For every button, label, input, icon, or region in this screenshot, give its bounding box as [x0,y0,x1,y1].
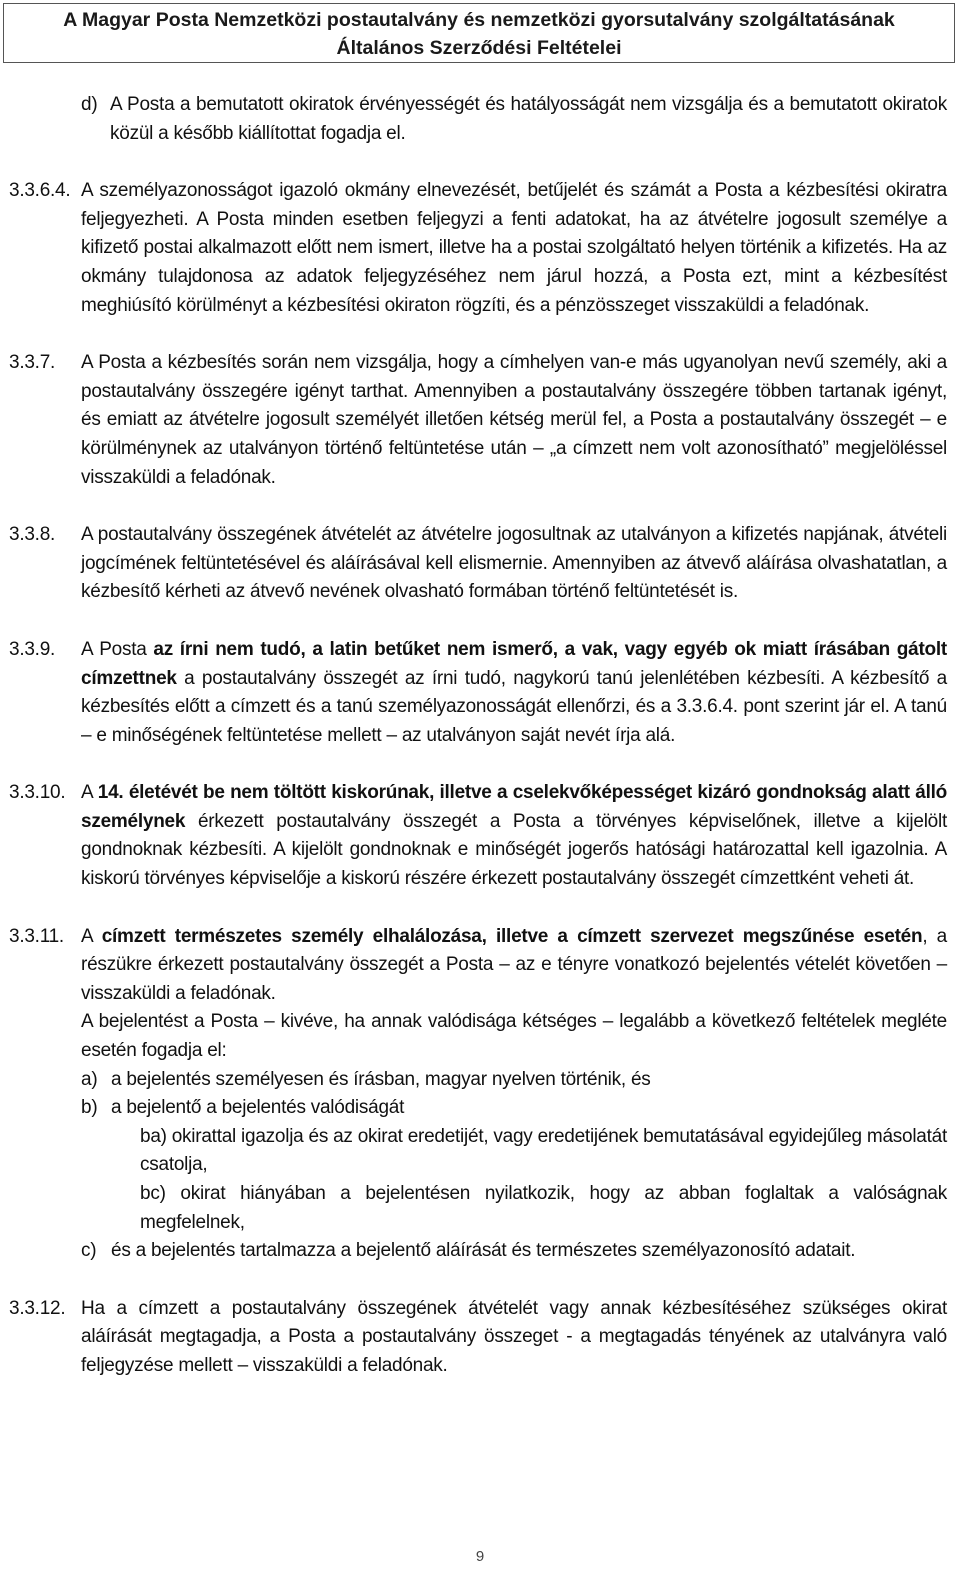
section-text-post: , a részükre érkezett postautalvány összegét a Posta – az e tényre vonatkozó bejelentés vételét követően – visszaküldi a feladónak. [81,925,948,1004]
condition-a [9,1066,947,1095]
section-3-3-9 [9,636,947,750]
section-text: Ha a címzett a postautalvány összegének átvételét vagy annak kézbesítéséhez szükséges okirat aláírását megtagadja, a Posta a postautalvány összeget - a megtagadás tényének az utalványra való feljegyzése mellett – visszaküldi a feladónak. [81,1297,947,1376]
condition-c-text: és a bejelentés tartalmazza a bejelentő aláírását és természetes személyazonosító adatait. [111,1240,856,1262]
section-text: A Posta a kézbesítés során nem vizsgálja, hogy a címhelyen van-e más ugyanolyan nevű személy, aki a postautalvány összegére igényt tarthat. Amennyiben a postautalvány összegére többen tartanak igényt, és emiatt az átvételre jogosult személyét illetően kétség merül fel, a Posta a postautalvány összegét – e körülménynek az utalványon történő feltüntetése után – „a címzett nem volt azonosítható” megjelöléssel visszaküldi a feladónak. [81,352,947,488]
section-3-3-11 [9,923,947,1009]
section-number: 3.3.12. [9,1297,66,1319]
document-header [3,3,955,63]
condition-b-text: a bejelentő a bejelentés valódiságát [111,1097,405,1119]
section-3-3-7 [9,349,947,492]
condition-bc-text: bc) okirat hiányában a bejelentésen nyilatkozik, hogy az abban foglaltak a valóságnak megfelelnek, [140,1183,947,1233]
condition-ba [9,1123,947,1180]
header-title-line1: A Magyar Posta Nemzetközi postautalvány és nemzetközi gyorsutalvány szolgáltatásának [63,9,895,31]
section-text: A postautalvány összegének átvételét az átvételre jogosultnak az utalványon a kifizetés napjának, átvételi jogcímének feltüntetésével és aláírásával kell elismernie. Amennyiben az átvevő aláírása olvashatatlan, a kézbesítő kérheti az átvevő nevének olvasható formában történő feltüntetését is. [81,524,947,603]
section-text: A személyazonosságot igazoló okmány elnevezését, betűjelét és számát a Posta a kézbesítési okiratra feljegyezheti. A Posta minden esetben feljegyzi a fenti adatokat, ha az átvételre jogosult személye a kifizető postai alkalmazott előtt nem ismert, illetve ha a postai szolgáltató helyen történik a kifizetés. Ha az okmány tulajdonosa az adatok feljegyzéséhez nem járul hozzá, a Posta ezt, mint a kézbesítést meghiúsító körülményt a kézbesítési okiraton rögzíti, és a pénzösszeget visszaküldi a feladónak. [81,180,947,316]
item-d-label: d) [81,94,98,115]
section-text-bold: az írni nem tudó, a latin betűket nem ismerő, a vak, vagy egyéb ok miatt írásában gátolt címzettnek [81,638,947,689]
condition-b [9,1094,947,1123]
section-3-3-8 [9,521,947,607]
section-number: 3.3.6.4. [9,180,71,202]
section-text-pre: A [81,782,98,804]
condition-b-label: b) [81,1097,98,1119]
section-text [81,923,947,1009]
section-text [81,779,947,893]
condition-c-label: c) [81,1240,97,1262]
section-number: 3.3.8. [9,524,56,546]
section-text-post: érkezett postautalvány összegét a Posta a törvényes képviselőnek, illetve a kijelölt gondnoknak kézbesíti. A kijelölt gondnoknak e minőségét jogerős hatósági határozattal kell igazolnia. A kiskorú törvényes képviselője a kiskorú részére érkezett postautalvány összegét címzettként veheti át. [81,810,947,890]
document-body [9,91,947,1381]
section-text-post: a postautalvány összegét az írni tudó, nagykorú tanú jelenlétében kézbesíti. A kézbesítő a kézbesítés előtt a címzett és a tanú személyazonosságát ellenőrzi, és a 3.3.6.4. pont szerint jár el. A tanú – e minőségének feltüntetése mellett – az utalványon saját nevét írja alá. [81,667,947,746]
section-text-pre: A Posta [81,638,154,660]
condition-bc [9,1180,947,1237]
page-number: 9 [475,1548,485,1565]
section-text [81,636,947,750]
condition-a-text: a bejelentés személyesen és írásban, magyar nyelven történik, és [111,1068,651,1090]
section-text-bold: címzett természetes személy elhalálozása, illetve a címzett szervezet megszűnése esetén [101,925,923,947]
condition-a-label: a) [81,1068,98,1090]
section-text-bold: 14. életévét be nem töltött kiskorúnak, illetve a cselekvőképességet kizáró gondnokság alatt álló személynek [81,782,948,832]
section-3-3-6-4 [9,177,947,320]
section-3-3-11-para2: A bejelentést a Posta – kivéve, ha annak valódisága kétséges – legalább a következő feltételek megléte esetén fogadja el: [81,1011,947,1062]
header-title-line2: Általános Szerződési Feltételei [336,37,622,59]
item-d-text: A Posta a bemutatott okiratok érvényességét és hatályosságát nem vizsgálja és a bemutatott okiratok közül a később kiállítottat fogadja el. [110,94,947,144]
condition-c [9,1237,947,1266]
section-3-3-12 [9,1295,947,1381]
section-number: 3.3.7. [9,352,56,374]
section-number: 3.3.9. [9,638,56,660]
section-number: 3.3.10. [9,782,66,804]
section-text-pre: A [81,925,102,947]
section-number: 3.3.11. [9,925,64,947]
section-3-3-10 [9,779,947,893]
item-d [9,91,947,148]
condition-ba-text: ba) okirattal igazolja és az okirat eredetijét, vagy eredetijének bemutatásával egyidejűleg másolatát csatolja, [140,1125,948,1176]
